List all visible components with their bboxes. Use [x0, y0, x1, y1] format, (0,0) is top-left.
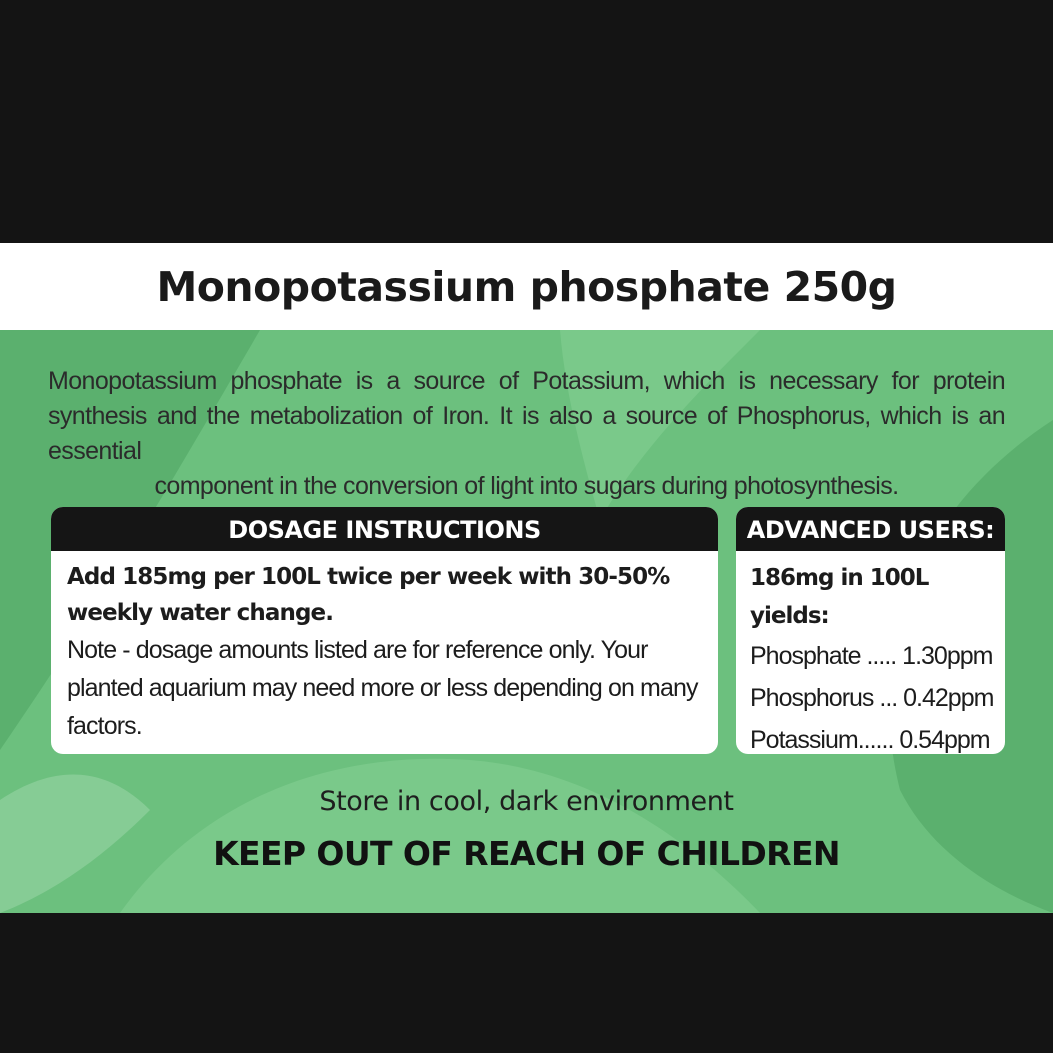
intro-text: Monopotassium phosphate is a source of Potassium, which is necessary for protein synthesis and the metabolization of Iron. It is also a source of Phosphorus, which is an essential [48, 367, 1005, 465]
dosage-heading: DOSAGE INSTRUCTIONS [51, 507, 718, 551]
top-dark-band [0, 0, 1053, 243]
yield-row-phosphate: Phosphate ..... 1.30ppm [750, 642, 993, 670]
advanced-users-card [736, 507, 1005, 754]
yield-row-potassium: Potassium...... 0.54ppm [750, 726, 990, 754]
advanced-heading: ADVANCED USERS: [736, 507, 1005, 551]
storage-instruction: Store in cool, dark environment [319, 786, 734, 817]
child-warning: KEEP OUT OF REACH OF CHILDREN [213, 834, 840, 873]
yield-row-phosphorus: Phosphorus ... 0.42ppm [750, 684, 994, 712]
product-title: Monopotassium phosphate 250g [156, 262, 897, 311]
intro-paragraph [48, 364, 1005, 504]
bottom-dark-band [0, 913, 1053, 1053]
intro-text-last-line: component in the conversion of light into sugars during photosynthesis. [154, 472, 899, 500]
dosage-instruction: Add 185mg per 100L twice per week with 30-50% weekly water change. [67, 564, 670, 626]
dosage-note: Note - dosage amounts listed are for reference only. Your planted aquarium may need more or less depending on many factors. [67, 636, 698, 740]
green-panel [0, 330, 1053, 913]
yields-heading: 186mg in 100L yields: [750, 565, 929, 629]
title-bar [0, 243, 1053, 330]
dosage-card [51, 507, 718, 754]
